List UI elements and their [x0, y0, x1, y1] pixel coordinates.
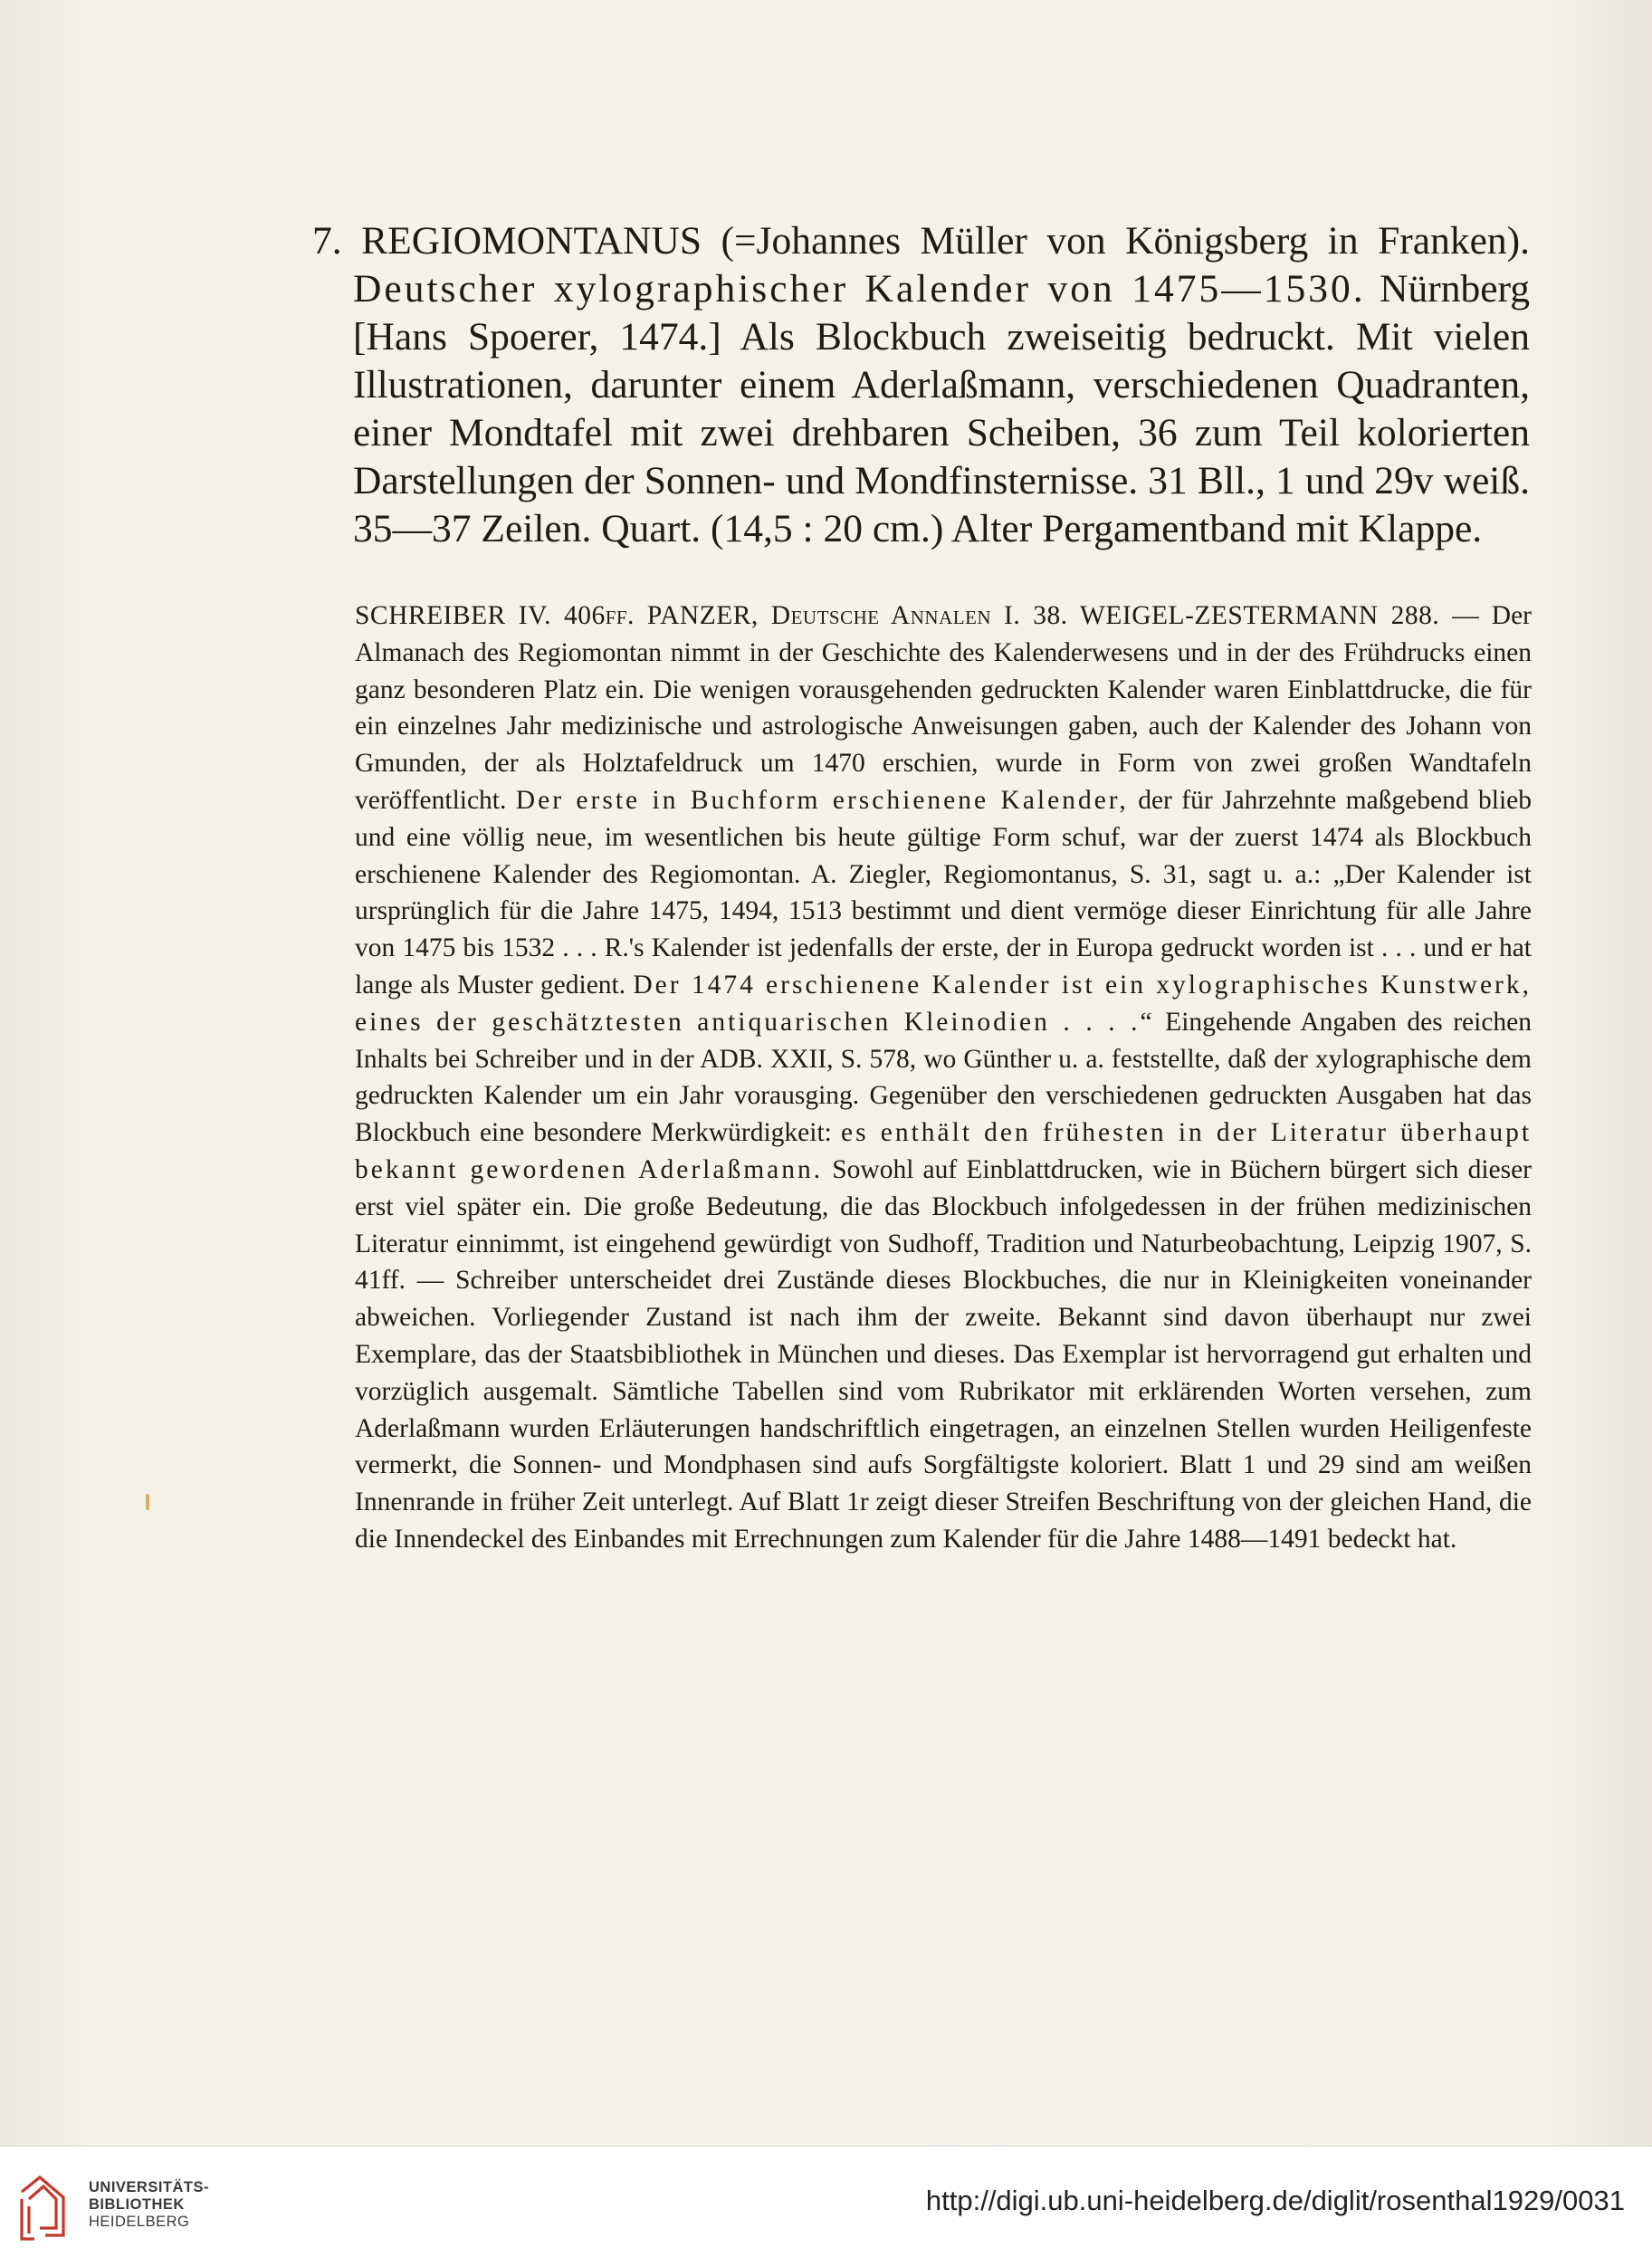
commentary-paragraph-3: Eingehende Angaben des reichen Inhalts bei Schreiber und in der ADB. XXII, S. 578, wo Günther u. a. feststellte, daß der xylographische dem gedruckten Kalender um ein Jahr vorausging. Gegenüber den verschiedenen gedruckten Ausgaben hat das Blockbuch eine besondere Merkwürdigkeit: [355, 1007, 1533, 1148]
entry-description: Nürnberg [Hans Spoerer, 1474.] Als Blockbuch zweiseitig bedruckt. Mit vielen Illustrationen, darunter einem Aderlaßmann, verschiedenen Quadranten, einer Mondtafel mit zwei drehbaren Scheiben, 36 zum Teil kolorierten Darstellungen der Sonnen- und Mondfinsternisse. 31 Bll., 1 und 29v weiß. 35—37 Zeilen. Quart. (14,5 : 20 cm.) Alter Pergamentband mit Klappe. [353, 267, 1530, 550]
entry-title: REGIOMONTANUS (=Johannes Müller von Königsberg in Franken). [361, 219, 1530, 263]
bibliographic-references: SCHREIBER IV. 406ff. PANZER, Deutsche Annalen I. 38. WEIGEL-ZESTERMANN 288. — [355, 601, 1480, 630]
library-name-line-2: BIBLIOTHEK [89, 2196, 185, 2213]
catalog-entry [312, 217, 1530, 553]
commentary-text [355, 598, 1532, 1558]
commentary-emphasis-2: Der 1474 erschienene Kalender ist ein xylographisches Kunstwerk, eines der geschätztesten antiquarischen Kleinodien . . . .“ [355, 970, 1532, 1037]
commentary-paragraph-1: Der Almanach des Regiomontan nimmt in der Geschichte des Kalenderwesens und in der des Frühdrucks einen ganz besonderen Platz ein. Die wenigen vorausgehenden gedruckten Kalender waren Einblattdrucke, die für ein einzelnes Jahr medizinische und astrologische Anweisungen gaben, auch der Kalender des Johann von Gmunden, der als Holztafeldruck um 1470 erschien, wurde in Form von zwei großen Wandtafeln veröffentlicht. [355, 601, 1533, 815]
viewer-footer [0, 2146, 1652, 2267]
library-name-line-1: UNIVERSITÄTS- [89, 2179, 210, 2195]
entry-number: 7. [312, 219, 342, 263]
entry-heading [312, 217, 1530, 553]
library-name-line-3: HEIDELBERG [89, 2214, 190, 2230]
library-logo-icon[interactable] [16, 2172, 71, 2244]
commentary-emphasis-3: es enthält den frühesten in der Literatur überhaupt bekannt gewordenen Aderlaßmann. [355, 1118, 1533, 1184]
commentary-paragraph-4: Sowohl auf Einblattdrucken, wie in Büchern bürgert sich dieser erst viel später ein. Die große Bedeutung, die das Blockbuch infolgedessen in der frühen medizinischen Literatur einnimmt, ist eingehend gewürdigt von Sudhoff, Tradition und Naturbeobachtung, Leipzig 1907, S. 41ff. — Schreiber unterscheidet drei Zustände dieses Blockbuches, die nur in Kleinigkeiten voneinander abweichen. Vorliegender Zustand ist nach ihm der zweite. Bekannt sind davon überhaupt nur zwei Exemplare, das der Staatsbibliothek in München und dieses. Das Exemplar ist hervorragend gut erhalten und vorzüglich ausgemalt. Sämtliche Tabellen sind vom Rubrikator mit erklärenden Worten versehen, zum Aderlaßmann wurden Erläuterungen handschriftlich eingetragen, an einzelnen Stellen wurden Heiligenfeste vermerkt, die Sonnen- und Mondphasen sind aufs Sorgfältigste koloriert. Blatt 1 und 29 sind am weißen Innenrande in früher Zeit unterlegt. Auf Blatt 1r zeigt dieser Streifen Beschriftung von der gleichen Hand, die die Innendeckel des Einbandes mit Errechnungen zum Kalender für die Jahre 1488—1491 bedeckt hat. [355, 1154, 1533, 1554]
library-name [89, 2179, 209, 2231]
logo-mark [22, 2177, 63, 2239]
permalink-url[interactable]: http://digi.ub.uni-heidelberg.de/diglit/rosenthal1929/0031 [925, 2185, 1625, 2216]
commentary-emphasis-1: Der erste in Buchform erschienene Kalender, [515, 785, 1129, 815]
commentary-paragraph-2: der für Jahrzehnte maßgebend blieb und eine völlig neue, im wesentlichen bis heute gültige Form schuf, war der zuerst 1474 als Blockbuch erschienene Kalender des Regiomontan. A. Ziegler, Regiomontanus, S. 31, sagt u. a.: „Der Kalender ist ursprünglich für die Jahre 1475, 1494, 1513 bestimmt und dient vermöge dieser Einrichtung für alle Jahre von 1475 bis 1532 . . . R.'s Kalender ist jedenfalls der erste, der in Europa gedruckt worden ist . . . und er hat lange als Muster gedient. [355, 785, 1532, 1000]
page-stain [146, 1494, 149, 1510]
entry-title-spaced: Deutscher xylographischer Kalender von 1475—1530. [353, 267, 1366, 311]
